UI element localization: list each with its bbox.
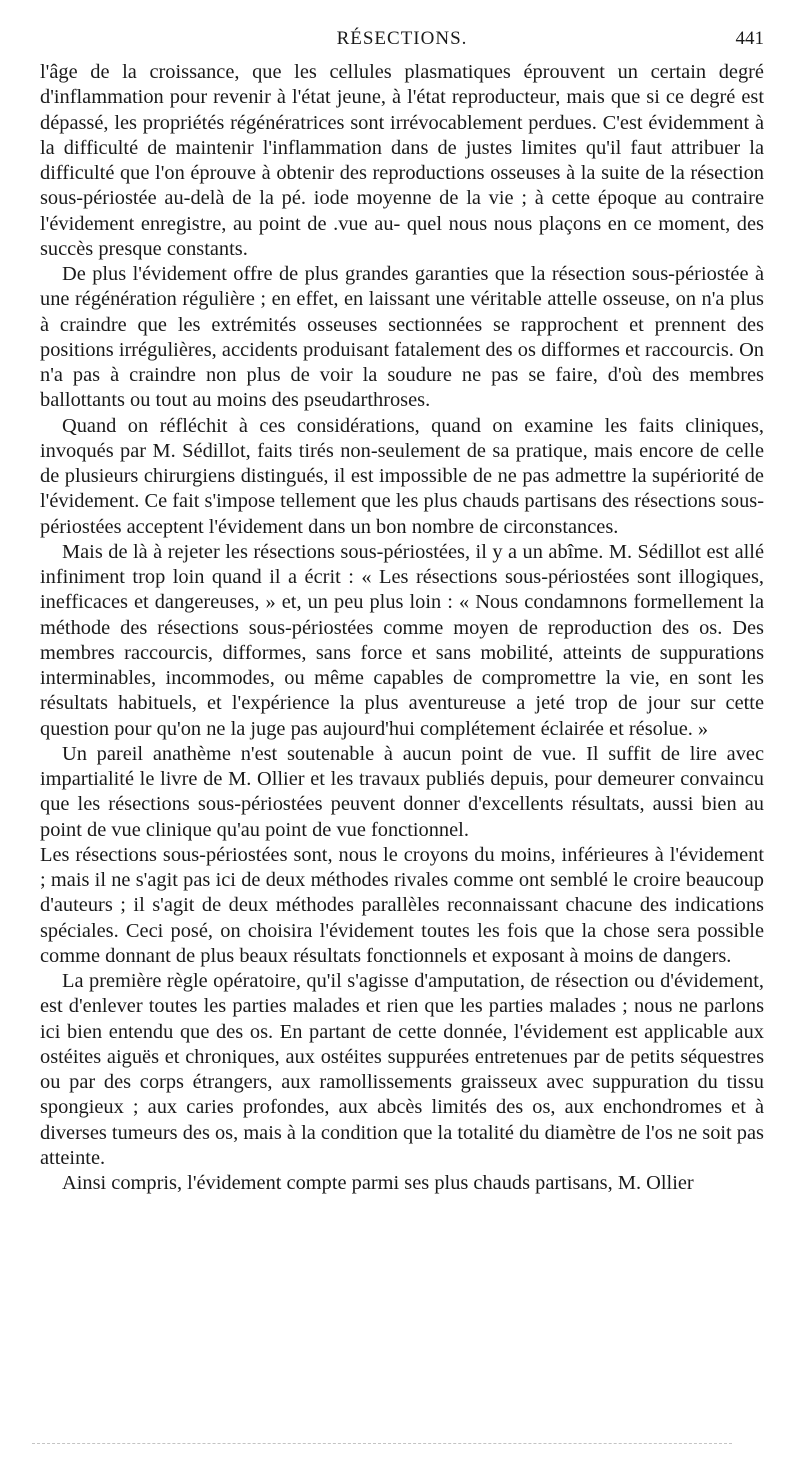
body-text	[40, 60, 764, 1196]
page-number: 441	[735, 28, 764, 49]
paragraph-continuation: l'âge de la croissance, que les cellules plasmatiques éprouvent un certain degré d'inflammation pour revenir à l'état jeune, à l'état reproducteur, mais que si ce degré est dépassé, les propriétés régénératrices sont irrévocablement perdues. C'est évidemment à la difficulté de maintenir l'inflammation dans de justes limites qu'il faut attribuer la difficulté que l'on éprouve à obtenir des reproductions osseuses à la suite de la résection sous-périostée au-delà de la pé. iode moyenne de la vie ; à cette époque au contraire l'évidement enregistre, au point de .vue au- quel nous nous plaçons en ce moment, des succès presque constants.	[40, 61, 764, 260]
paragraph: Mais de là à rejeter les résections sous-périostées, il y a un abîme. M. Sédillot est allé infiniment trop loin quand il a écrit : « Les résections sous-périostées sont illogiques, inefficaces et dangereuses, » et, un peu plus loin : « Nous condamnons formellement la méthode des résections sous-périostées comme moyen de reproduction des os. Des membres raccourcis, difformes, sans force et sans mobilité, atteints de suppurations interminables, incommodes, ou même capables de compromettre la vie, en sont les résultats habituels, et l'expérience la plus aventureuse a jeté trop de jour sur cette question pour qu'on ne la juge pas aujourd'hui complétement éclairée et résolue. »	[40, 540, 764, 740]
paragraph: Ainsi compris, l'évidement compte parmi ses plus chauds partisans, M. Ollier	[62, 1172, 694, 1194]
paragraph: De plus l'évidement offre de plus grandes garanties que la résection sous-périostée à une régénération régulière ; en effet, en laissant une véritable attelle osseuse, on n'a plus à craindre que les extrémités osseuses sectionnées se rapprochent et prennent des positions irrégulières, accidents produisant fatalement des os difformes et raccourcis. On n'a pas à craindre non plus de voir la soudure ne pas se faire, d'où des membres ballottants ou tout au moins des pseudarthroses.	[40, 263, 764, 412]
running-title: RÉSECTIONS.	[336, 28, 468, 49]
paragraph: Quand on réfléchit à ces considérations, quand on examine les faits cliniques, invoqués par M. Sédillot, faits tirés non-seulement de sa pratique, mais encore de celle de plusieurs chirurgiens distingués, il est impossible de ne pas admettre la supériorité de l'évidement. Ce fait s'impose tellement que les plus chauds partisans des résections sous-périostées acceptent l'évidement dans un bon nombre de circonstances.	[40, 414, 764, 538]
footer-rule	[32, 1443, 732, 1444]
paragraph: Les résections sous-périostées sont, nous le croyons du moins, inférieures à l'évidement ; mais il ne s'agit pas ici de deux méthodes rivales comme ont semblé le croire beaucoup d'auteurs ; il s'agit de deux méthodes parallèles reconnaissant chacune des indications spéciales. Ceci posé, on choisira l'évidement toutes les fois que la chose sera possible comme donnant de plus beaux résultats fonctionnels et exposant à moins de dangers.	[40, 843, 764, 967]
running-header	[40, 28, 764, 56]
paragraph: La première règle opératoire, qu'il s'agisse d'amputation, de résection ou d'évidement, est d'enlever toutes les parties malades et rien que les parties malades ; nous ne parlons ici bien entendu que des os. En partant de cette donnée, l'évidement est applicable aux ostéites aiguës et chroniques, aux ostéites suppurées entretenues par de petits séquestres ou par des corps étrangers, aux ramollissements graisseux avec suppuration du tissu spongieux ; aux caries profondes, aux abcès limités des os, aux enchondromes et à diverses tumeurs des os, mais à la condition que la totalité du diamètre de l'os ne soit pas atteinte.	[40, 970, 764, 1169]
paragraph: Un pareil anathème n'est soutenable à aucun point de vue. Il suffit de lire avec impartialité le livre de M. Ollier et les travaux publiés depuis, pour demeurer convaincu que les résections sous-périostées peuvent donner d'excellents résultats, aussi bien au point de vue clinique qu'au point de vue fonctionnel.	[40, 742, 764, 841]
